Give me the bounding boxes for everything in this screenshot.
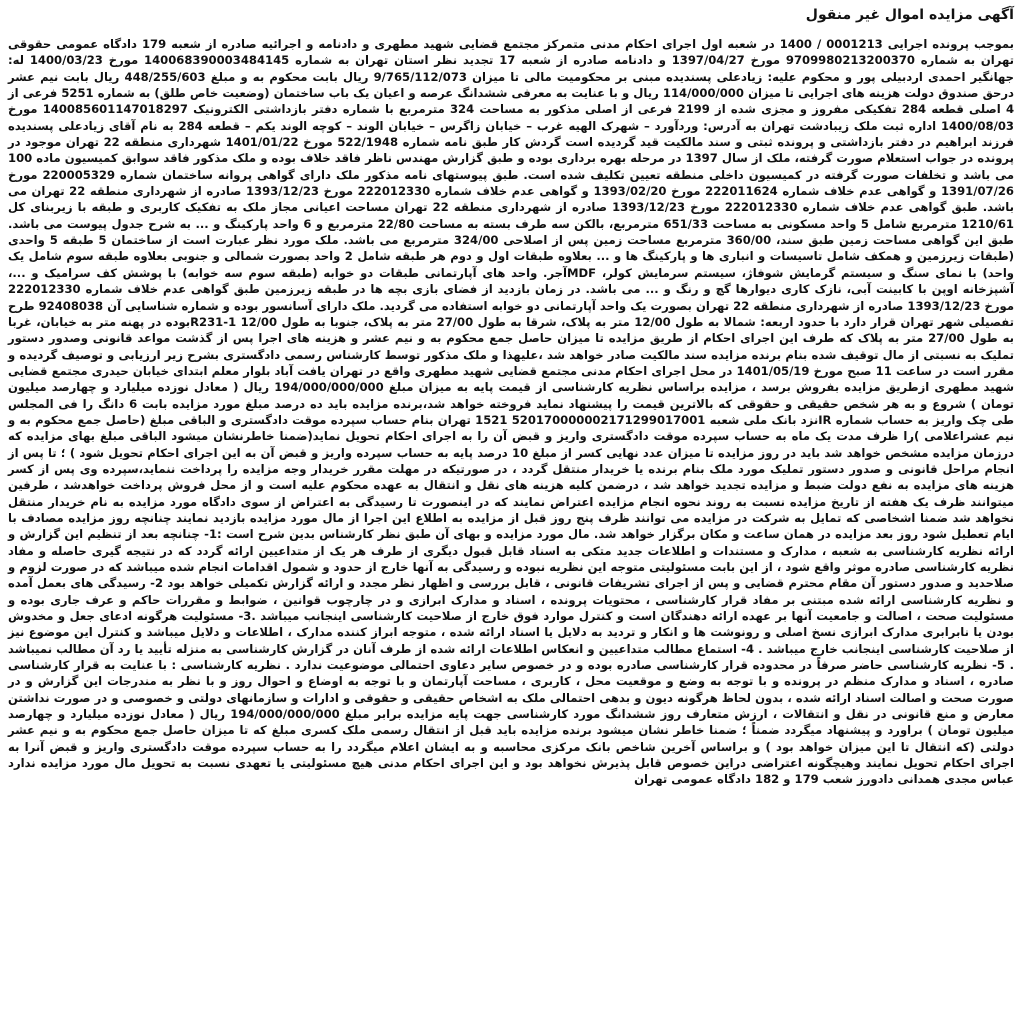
auction-notice <box>8 6 1014 1006</box>
notice-body: بموجب پرونده اجرایی 0001213 / 1400 در شعبه اول اجرای احکام مدنی متمرکز مجتمع قضایی شهید مطهری و دادنامه و اجرائیه صادره از شعبه 179 دادگاه عمومی حقوقی تهران به شماره 9709980213200370 مورخ 1397/04/27 و دادنامه صادره از شعبه 17 تجدید نظر استان تهران به شماره 140068390003484145 مورخ 1400/03/23 له: جهانگیر احمدی اردبیلی پور و محکوم علیه: زیادعلی پسندیده مبنی بر محکومیت مالی تا میزان 9/765/112/073 ریال بابت محکوم به و مبلغ 448/255/603 ریال بابت نیم عشر درحق صندوق دولت هزینه های اجرایی تا میزان 114/000/000 ریال و با عنایت به معرفی ششدانگ عرصه و اعیان یک باب ساختمان (وضعیت خاص طلق) به شماره 5251 فرعی از 4 اصلی قطعه 284 تفکیکی مفروز و مجزی شده از 2199 فرعی از اصلی مذکور به مساحت 324 مترمربع با شماره دفتر بازداشتی الکترونیک 140085601147018297 مورخ 1400/08/03 اداره ثبت ملک زیبادشت تهران به آدرس: وردآورد – شهرک الهیه غرب – خیابان زاگرس – خیابان الوند – کوچه الوند یکم – قطعه 284 به نام آقای زیادعلی پسندیده فرزند ابراهیم در دفتر بازداشتی و پرونده ثبتی و سند مالکیت قید گردیده است گردش کار طبق نامه شماره 522/1948 مورخ 1401/01/22 شهرداری منطقه 22 تهران موجود در پرونده در جواب استعلام صورت گرفته، ملک از سال 1397 در مرحله بهره برداری بوده و طبق گزارش مهندس ناظر فاقد خلاف بوده و ملک مذکور فاقد سوابق کمیسیون ماده 100 می باشد و تخلفات صورت گرفته در کمیسیون داخلی منطقه تعیین تکلیف شده است. طبق پیوستهای نامه مذکور ملک دارای گواهی پروانه ساختمان شماره 220005329 مورخ 1391/07/26 و گواهی عدم خلاف شماره 222011624 مورخ 1393/02/20 و گواهی عدم خلاف شماره 222012330 مورخ 1393/12/23 صادره از شهرداری منطقه 22 تهران می باشد. طبق گواهی عدم خلاف شماره 222012330 مورخ 1393/12/23 صادره از شهرداری منطقه 22 تهران مساحت اعیانی مجاز ملک به تفکیک کاربری و طبقه با زیربنای کل 1210/61 مترمربع شامل 5 واحد مسکونی به مساحت 651/33 مترمربع، بالکن سه طرف بسته به مساحت 22/80 مترمربع و 6 واحد پارکینگ و ... به شرح جدول پیوست می باشد. طبق این گواهی مساحت زمین طبق سند، 360/00 مترمربع مساحت زمین پس از اصلاحی 324/00 مترمربع می باشد. ملک مورد نظر عبارت است از ساختمان 5 طبقه 5 واحدی (طبقات زیرزمین و همکف شامل تاسیسات و انباری ها و پارکینگ ها و ... بعلاوه طبقات اول و دوم هر طبقه شامل 2 واحد بصورت شمالی و جنوبی بعلاوه طبقه سوم شامل یک واحد) با نمای سنگ و سیستم گرمایش شوفاژ، سیستم سرمایش کولر، MDFآجر. واحد های آپارتمانی طبقات دو خوابه (طبقه سوم سه خوابه) با پوشش کف سرامیک و ...، آشپزخانه اوپن با کابینت آبی، نازک کاری دیوارها گچ و رنگ و ... می باشد. در زمان بازدید از فضای بازی بچه ها در طبقه زیرزمین طبق گواهی عدم خلاف شماره 222012330 مورخ 1393/12/23 صادره از شهرداری منطقه 22 تهران بصورت یک واحد آپارتمانی دو خوابه استفاده می گردید. ملک دارای آسانسور بوده و شماره شناسایی آن 92408038 طرح تفصیلی شهر تهران قرار دارد با حدود اربعه: شمالا به طول 12/00 متر به پلاک، شرقا به طول 27/00 متر به پلاک، جنوبا به طول 12/00 R231-1بوده در پهنه متر به خیابان، غربا به طول 27/00 متر به پلاک که طرف این اجرای احکام از طریق مزایده تا میزان حاصل جمع محکوم به و نیم عشر و هزینه های اجرا پس از گذشت مواعد قانونی وصدور دستور تملیک به نسبتی از مال توقیف شده بنام برنده مزایده سند مالکیت صادر خواهد شد ،علیهذا و ملک مذکور توسط کارشناس رسمی دادگستری بشرح زیر ارزیابی و توصیف گردیده و مقرر است در ساعت 11 صبح مورخ 1401/05/19 در محل اجرای احکام مدنی مجتمع قضایی شهید مطهری واقع در تهران یافت آباد بلوار معلم ابتدای خیابان حیدری مجتمع قضایی شهید مطهری ازطریق مزایده بفروش برسد ، مزایده براساس نظریه کارشناسی از قیمت پایه به میزان مبلغ 194/000/000/000 ریال ( معادل نوزده میلیارد و چهارصد میلیون تومان ) شروع و به هر شخص حقیقی و حقوقی که بالاترین قیمت را پیشنهاد نماید فروخته خواهد شد،برنده مزایده باید ده درصد مبلغ مورد مزایده بابت 6 دانگ را فی المجلس طی چک واریز به حساب شماره IRنزد بانک ملی شعبه 520170000002171299017001 1521 تهران بنام حساب سپرده موقت دادگستری و الباقی مبلغ (حاصل جمع محکوم به و نیم عشراعلامی )را ظرف مدت یک ماه به حساب سپرده موقت دادگستری واریز و قبض آن را به اجرای احکام تحویل نماید(ضمنا خاطرنشان میشود الباقی مبلغ بهای مزایده که درزمان مزایده مشخص خواهد شد باید در روز مزایده تا میزان عدد نهایی کسر از مبلغ 10 درصد پایه به حساب سپرده واریز و قبض آن به این اجرای احکام تحویل شود ) ؛ تا پس از انجام مراحل قانونی و صدور دستور تملیک مورد ملک بنام برنده یا خریدار منتقل گردد ، در صورتیکه در مهلت مقرر خریدار وجه مزایده را پرداخت ننماید،سپرده وی پس از کسر هزینه های مزایده به نفع دولت ضبط و مزایده تجدید خواهد شد ، درضمن کلیه هزینه های نقل و انتقال به عهده محکوم علیه است و از محل فروش پرداخت خواهدشد ، طرفین میتوانند ظرف یک هفته از تاریخ مزایده نسبت به روند نحوه انجام مزایده اعتراض نمایند که در اینصورت تا رسیدگی به اعتراض از سوی دادگاه مورد مزایده به نام خریدار منتقل نخواهد شد ضمنا اشخاصی که تمایل به شرکت در مزایده می توانند ظرف پنج روز قبل از مزایده به اطلاع این اجرا از مال مورد مزایده بازدید نمایند چنانچه روز مزایده مصادف با ایام تعطیل شود روز بعد مزایده در همان ساعت و مکان برگزار خواهد شد. مال مورد مزایده و بهای آن طبق نظر کارشناس بدین شرح است :1- چنانچه بعد از تنظیم این گزارش و ارائه نظریه کارشناسی به شعبه ، مدارک و مستندات و اطلاعات جدید متکی به اسناد قابل قبول دیگری از طرف هر یک از متداعیین ارائه گردد که در نتیجه گیری حاصله و مفاد نظریه کارشناسی صادره موثر واقع شود ، از این بابت مسئولیتی متوجه این نظریه نبوده و رسیدگی به آنها خارج از حدود و شمول اقدامات انجام شده میباشد که در صورت لزوم و صلاحدید و صدور دستور آن مقام محترم قضایی و پس از اجرای تشریفات قانونی ، قابل بررسی و اظهار نظر مجدد و ارائه گزارش تکمیلی خواهد بود 2- رسیدگی های بعمل آمده و نظریه کارشناسی ارائه شده مبتنی بر مفاد قرار کارشناسی ، محتویات پرونده ، اسناد و مدارک ابرازی و در چارچوب قوانین ، ضوابط و مقررات حاکم و عرف جاری بوده و مسئولیت صحت ، اصالت و جامعیت آنها بر عهده ارائه دهندگان است و کنترل موارد فوق خارج از صلاحیت کارشناسی اینجانب میباشد .3- مسئولیت هرگونه ادعای جعل و مخدوش بودن یا نابرابری مدارک ابرازی نسخ اصلی و رونوشت ها و انکار و تردید به دلایل یا اسناد ارائه شده ، متوجه ابراز کننده مدارک ، اطلاعات و دلایل میباشد و کنترل این موضوع نیز از صلاحیت کارشناسی اینجانب خارج میباشد . 4- استماع مطالب متداعیین و انعکاس اطلاعات ارائه شده از طرف آنان در گزارش کارشناسی به منزله تأیید یا رد آن مطالب نمیباشد . 5- نظریه کارشناسی حاضر صرفاً در محدوده قرار کارشناسی صادره بوده و در خصوص سایر دعاوی احتمالی موضوعیت ندارد . نظریه کارشناسی : با عنایت به قرار کارشناسی صادره ، اسناد و مدارک منظم در پرونده و با توجه به وضع و موقعیت محل ، کاربری ، مساحت آپارتمان و با توجه به اوضاع و احوال روز و با نظر به مندرجات این گزارش و در صورت صحت و اصالت اسناد ارائه شده ، بدون لحاظ هرگونه دیون و بدهی احتمالی ملک به اشخاص حقیقی و حقوقی و ادارات و سازمانهای دولتی و خصوصی و در صورت نداشتن معارض و منع قانونی در نقل و انتقالات ، ارزش متعارف روز ششدانگ مورد کارشناسی جهت پایه مزایده برابر مبلغ 194/000/000/000 ریال ( معادل نوزده میلیارد و چهارصد میلیون تومان ) براورد و پیشنهاد میگردد ضمناً ؛ ضمنا خاطر نشان میشود برنده مزایده باید قبل از انتقال رسمی ملک کسری مبلغ که تا میزان حاصل جمع محکوم به و نیم عشر دولتی (که انتقال تا این میزان خواهد بود ) و براساس آخرین شاخص بانک مرکزی محاسبه و به ایشان اعلام میگردد را به حساب سپرده موقت دادگستری واریز و قبض آنرا به اجرای احکام تحویل نمایند وهیچگونه اعتراضی دراین خصوص قابل پذیرش نخواهد بود و این اجرای احکام مدنی هیچ مسئولیتی یا تعهدی نسبت به تحویل مال مورد مزایده ندارد عباس مجدی همدانی دادورز شعب 179 و 182 دادگاه عمومی تهران <box>8 37 1015 787</box>
notice-title: آگهی مزایده اموال غیر منقول <box>805 7 1014 23</box>
